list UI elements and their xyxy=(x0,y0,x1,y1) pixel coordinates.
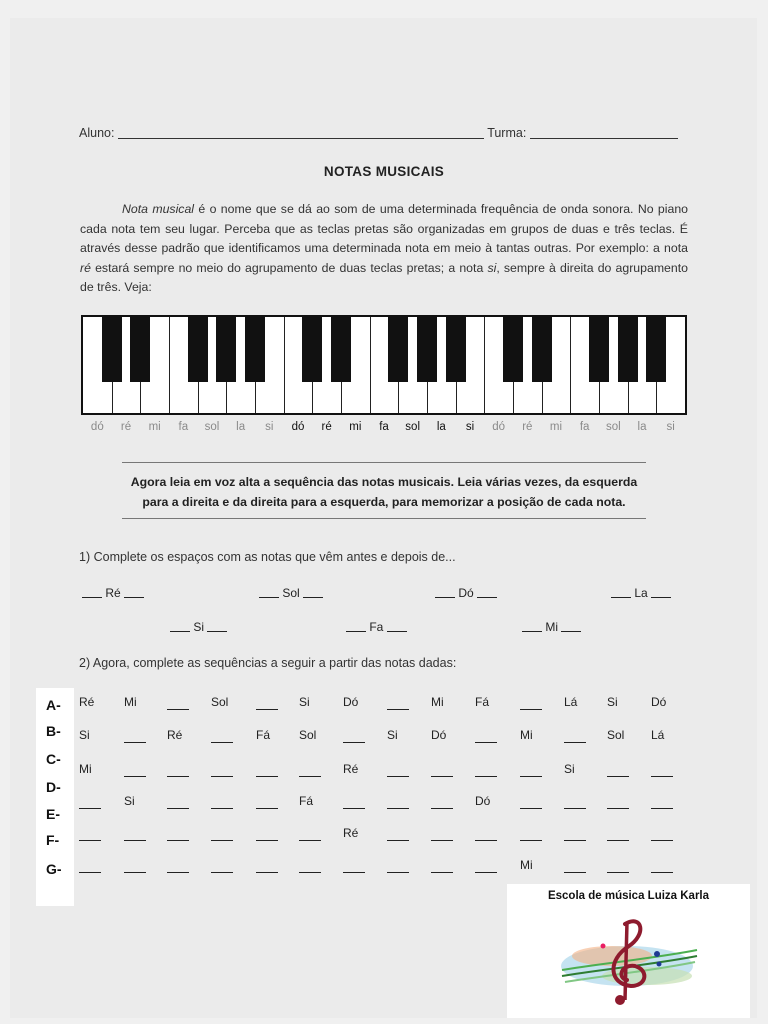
black-key xyxy=(302,317,322,382)
given-note: Ré xyxy=(343,762,359,776)
answer-blank[interactable] xyxy=(475,840,497,841)
answer-blank[interactable] xyxy=(170,631,190,632)
sequence-letters xyxy=(36,688,74,906)
answer-blank[interactable] xyxy=(564,808,586,809)
answer-blank[interactable] xyxy=(431,872,453,873)
answer-blank[interactable] xyxy=(651,808,673,809)
answer-blank[interactable] xyxy=(256,776,278,777)
answer-blank[interactable] xyxy=(299,840,321,841)
given-note: Si xyxy=(387,728,398,742)
answer-blank[interactable] xyxy=(564,840,586,841)
fill-item[interactable] xyxy=(170,620,227,634)
answer-blank[interactable] xyxy=(564,872,586,873)
given-note: Ré xyxy=(167,728,183,742)
fill-item[interactable] xyxy=(611,586,671,600)
answer-blank[interactable] xyxy=(299,872,321,873)
piano-note-label: dó xyxy=(492,421,506,433)
given-note: Fa xyxy=(366,620,387,634)
piano-note-label: sol xyxy=(605,421,621,433)
piano-note-label: fa xyxy=(379,421,389,433)
given-note: Fá xyxy=(256,728,271,742)
black-key xyxy=(532,317,552,382)
answer-blank[interactable] xyxy=(211,840,233,841)
answer-blank[interactable] xyxy=(259,597,279,598)
piano-note-label: fa xyxy=(579,421,590,433)
answer-blank[interactable] xyxy=(435,597,455,598)
fill-item[interactable] xyxy=(346,620,407,634)
answer-blank[interactable] xyxy=(607,840,629,841)
given-note: Mi xyxy=(520,858,533,872)
black-key xyxy=(388,317,408,382)
answer-blank[interactable] xyxy=(124,742,146,743)
answer-blank[interactable] xyxy=(167,776,189,777)
answer-blank[interactable] xyxy=(256,709,278,710)
black-key xyxy=(646,317,666,382)
class-blank[interactable] xyxy=(530,138,678,139)
given-note: Si xyxy=(607,695,618,709)
piano-note-label: mi xyxy=(148,421,161,433)
given-note: Sol xyxy=(299,728,317,742)
fill-item[interactable] xyxy=(259,586,323,600)
sequence-letter: B- xyxy=(46,723,61,739)
given-note: Ré xyxy=(102,586,125,600)
answer-blank[interactable] xyxy=(167,872,189,873)
given-note: Dó xyxy=(431,728,447,742)
answer-blank[interactable] xyxy=(387,709,409,710)
question-1: 1) Complete os espaços com as notas que vêm antes e depois de... xyxy=(79,550,456,564)
given-note: Sol xyxy=(607,728,625,742)
answer-blank[interactable] xyxy=(387,808,409,809)
answer-blank[interactable] xyxy=(431,808,453,809)
black-key xyxy=(618,317,638,382)
sequence-letter: E- xyxy=(46,806,60,822)
treble-clef-logo xyxy=(507,884,750,1018)
answer-blank[interactable] xyxy=(167,808,189,809)
given-note: Fá xyxy=(299,794,314,808)
answer-blank[interactable] xyxy=(343,808,365,809)
answer-blank[interactable] xyxy=(256,808,278,809)
answer-blank[interactable] xyxy=(124,776,146,777)
answer-blank[interactable] xyxy=(211,872,233,873)
answer-blank[interactable] xyxy=(343,872,365,873)
intro-paragraph xyxy=(80,200,688,298)
black-key xyxy=(589,317,609,382)
answer-blank[interactable] xyxy=(256,872,278,873)
answer-blank[interactable] xyxy=(346,631,366,632)
answer-blank[interactable] xyxy=(124,872,146,873)
given-note: Sol xyxy=(279,586,304,600)
answer-blank[interactable] xyxy=(303,597,323,598)
intro-lead: Nota musical xyxy=(122,202,195,216)
answer-blank[interactable] xyxy=(651,597,671,598)
black-key xyxy=(130,317,150,382)
piano-note-label: sol xyxy=(204,421,220,433)
answer-blank[interactable] xyxy=(520,840,542,841)
divider-bottom xyxy=(122,518,646,519)
answer-blank[interactable] xyxy=(387,776,409,777)
given-note: La xyxy=(631,586,652,600)
divider-top xyxy=(122,462,646,463)
given-note: Si xyxy=(299,695,310,709)
sequence-letter: A- xyxy=(46,697,61,713)
intro-text-2: estará sempre no meio do agrupamento de duas teclas pretas; a nota xyxy=(90,260,488,275)
black-key xyxy=(417,317,437,382)
answer-blank[interactable] xyxy=(520,776,542,777)
answer-blank[interactable] xyxy=(79,872,101,873)
reading-instruction xyxy=(0,472,768,512)
page-title: NOTAS MUSICAIS xyxy=(323,164,445,179)
answer-blank[interactable] xyxy=(477,597,497,598)
given-note: Fá xyxy=(475,695,490,709)
answer-blank[interactable] xyxy=(431,776,453,777)
black-key xyxy=(245,317,265,382)
piano-note-label: la xyxy=(637,421,647,433)
black-key xyxy=(446,317,466,382)
given-note: Mi xyxy=(124,695,137,709)
given-note: Dó xyxy=(651,695,667,709)
sequence-letter: F- xyxy=(46,832,60,848)
answer-blank[interactable] xyxy=(167,709,189,710)
given-note: Lá xyxy=(564,695,578,709)
answer-blank[interactable] xyxy=(79,808,101,809)
given-note: Mi xyxy=(542,620,562,634)
piano-note-label: mi xyxy=(349,421,362,433)
answer-blank[interactable] xyxy=(211,808,233,809)
piano-note-label: sol xyxy=(405,421,420,433)
answer-blank[interactable] xyxy=(475,872,497,873)
answer-blank[interactable] xyxy=(520,808,542,809)
piano-note-label: dó xyxy=(90,421,104,433)
instruction-line-2: para a direita e da direita para a esquerda, para memorizar a posição de cada nota. xyxy=(142,495,626,509)
class-label: Turma: xyxy=(487,126,527,140)
fill-item[interactable] xyxy=(435,586,497,600)
black-key xyxy=(102,317,122,382)
piano-keyboard xyxy=(81,315,687,415)
black-key xyxy=(331,317,351,382)
answer-blank[interactable] xyxy=(564,742,586,743)
answer-blank[interactable] xyxy=(387,872,409,873)
piano-note-label: ré xyxy=(120,421,132,433)
intro-si: si xyxy=(487,260,497,275)
piano-note-label: si xyxy=(465,421,475,433)
answer-blank[interactable] xyxy=(651,872,673,873)
sequence-letter: D- xyxy=(46,779,61,795)
answer-blank[interactable] xyxy=(520,709,542,710)
answer-blank[interactable] xyxy=(211,742,233,743)
piano-note-label: si xyxy=(666,421,675,433)
answer-blank[interactable] xyxy=(124,840,146,841)
question-2: 2) Agora, complete as sequências a seguir a partir das notas dadas: xyxy=(79,656,457,670)
intro-text-3: , sempre à direita do agrupamento de três. Veja: xyxy=(80,260,688,294)
answer-blank[interactable] xyxy=(431,840,453,841)
answer-blank[interactable] xyxy=(475,742,497,743)
given-note: Ré xyxy=(343,826,359,840)
piano-note-label: si xyxy=(265,421,274,433)
sequence-letter: G- xyxy=(46,861,62,877)
answer-blank[interactable] xyxy=(611,597,631,598)
given-note: Dó xyxy=(475,794,491,808)
intro-re: ré xyxy=(80,260,91,275)
answer-blank[interactable] xyxy=(475,776,497,777)
answer-blank[interactable] xyxy=(387,631,407,632)
answer-blank[interactable] xyxy=(124,597,144,598)
given-note: Ré xyxy=(79,695,95,709)
given-note: Si xyxy=(79,728,90,742)
answer-blank[interactable] xyxy=(561,631,581,632)
given-note: Mi xyxy=(431,695,444,709)
answer-blank[interactable] xyxy=(607,808,629,809)
answer-blank[interactable] xyxy=(79,840,101,841)
piano-note-label: ré xyxy=(321,421,332,433)
answer-blank[interactable] xyxy=(211,776,233,777)
given-note: Dó xyxy=(343,695,359,709)
answer-blank[interactable] xyxy=(167,840,189,841)
given-note: Sol xyxy=(211,695,229,709)
given-note: Dó xyxy=(455,586,478,600)
school-logo-box xyxy=(507,884,750,1018)
school-name: Escola de música Luiza Karla xyxy=(547,890,710,902)
piano-note-label: dó xyxy=(291,421,305,433)
student-header xyxy=(79,126,678,140)
piano-note-label: la xyxy=(236,421,246,433)
black-key xyxy=(216,317,236,382)
answer-blank[interactable] xyxy=(299,776,321,777)
fill-item[interactable] xyxy=(82,586,144,600)
fill-item[interactable] xyxy=(522,620,581,634)
given-note: Si xyxy=(124,794,135,808)
answer-blank[interactable] xyxy=(82,597,102,598)
intro-text-1: é o nome que se dá ao som de uma determinada frequência de onda sonora. No piano cada nota tem seu lugar. Perceba que as teclas pretas são organizadas em grupos de duas e três teclas. É através desse padrão que identificamos uma determinada nota em meio à tantas outras. Por exemplo: a nota xyxy=(80,202,688,255)
instruction-line-1: Agora leia em voz alta a sequência das notas musicais. Leia várias vezes, da esquerda xyxy=(130,475,638,489)
piano-note-label: fa xyxy=(178,421,189,433)
answer-blank[interactable] xyxy=(343,742,365,743)
given-note: Lá xyxy=(651,728,665,742)
student-name-blank[interactable] xyxy=(118,138,484,139)
answer-blank[interactable] xyxy=(607,872,629,873)
given-note: Mi xyxy=(520,728,533,742)
answer-blank[interactable] xyxy=(207,631,227,632)
black-key xyxy=(503,317,523,382)
answer-blank[interactable] xyxy=(651,776,673,777)
answer-blank[interactable] xyxy=(256,840,278,841)
black-key xyxy=(188,317,208,382)
answer-blank[interactable] xyxy=(522,631,542,632)
given-note: Si xyxy=(564,762,575,776)
given-note: Mi xyxy=(79,762,92,776)
given-note: Si xyxy=(190,620,208,634)
piano-note-label: ré xyxy=(522,421,533,433)
answer-blank[interactable] xyxy=(387,840,409,841)
student-label: Aluno: xyxy=(79,126,115,140)
sequence-letter: C- xyxy=(46,751,61,767)
piano-note-label: la xyxy=(436,421,446,433)
answer-blank[interactable] xyxy=(651,840,673,841)
piano-note-label: mi xyxy=(549,421,563,433)
answer-blank[interactable] xyxy=(607,776,629,777)
